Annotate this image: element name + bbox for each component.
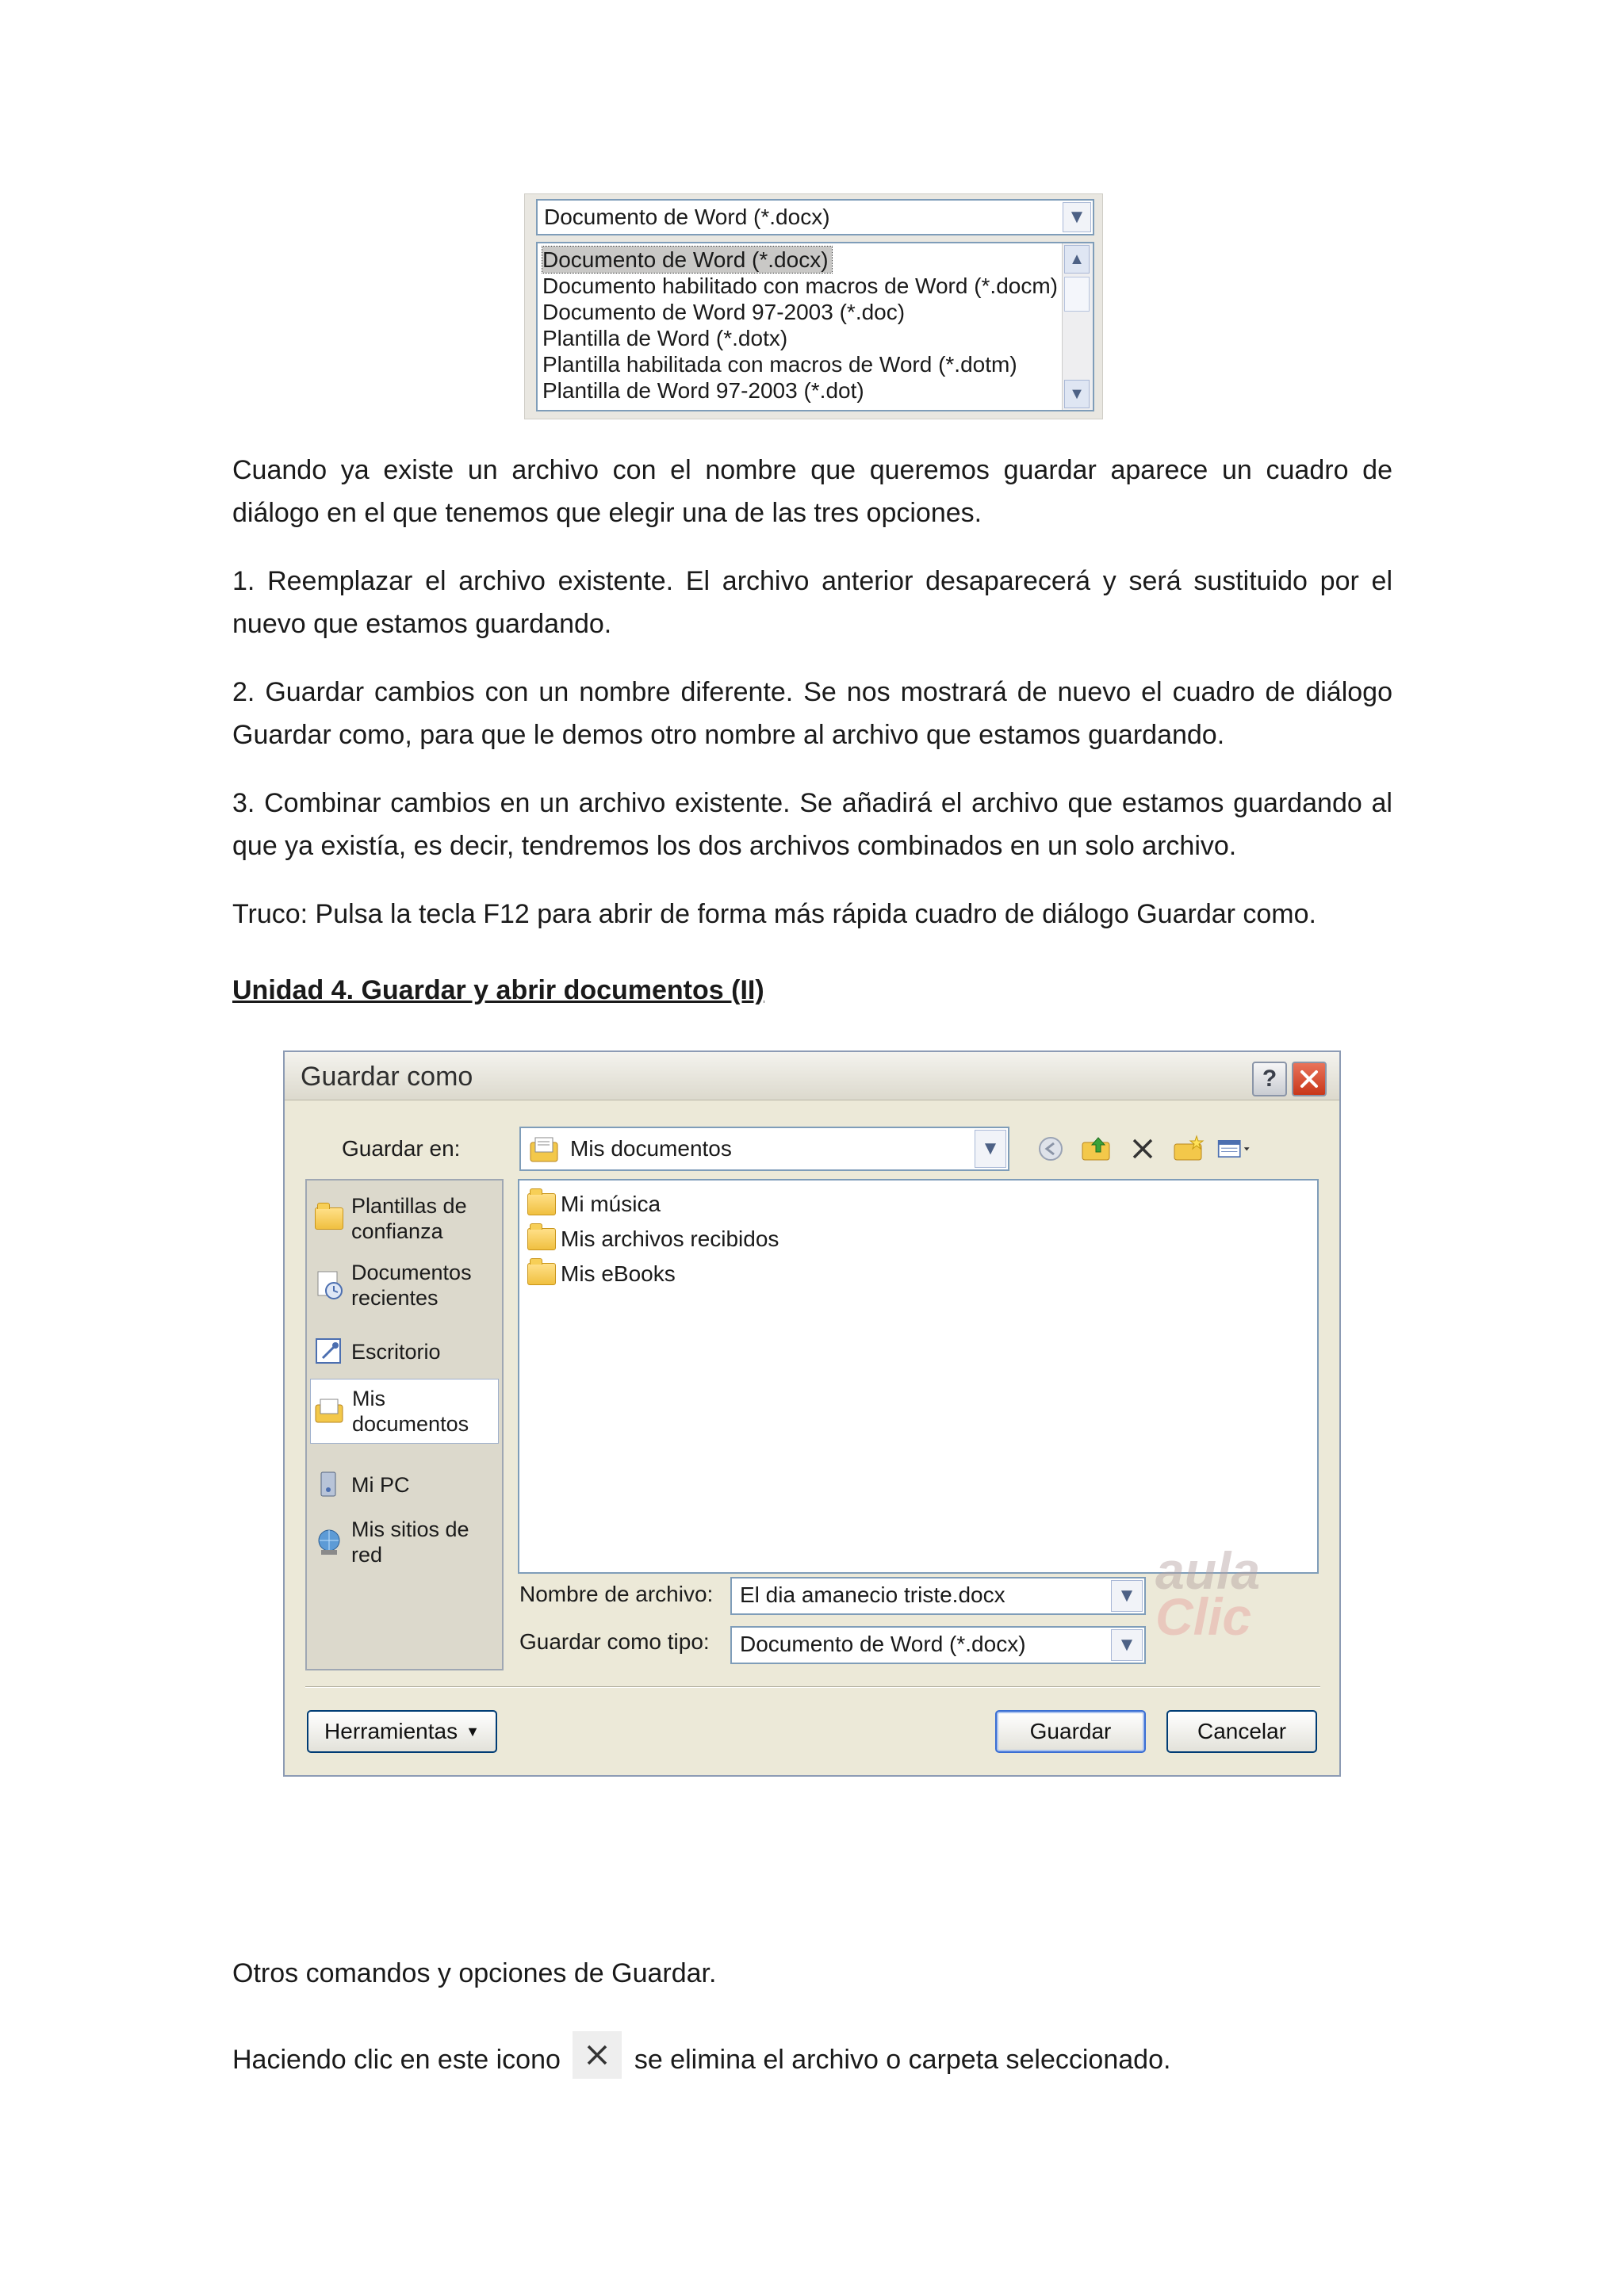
paragraph-tip: Truco: Pulsa la tecla F12 para abrir de forma más rápida cuadro de diálogo Guardar como.	[232, 899, 1316, 929]
up-folder-icon[interactable]	[1079, 1133, 1114, 1165]
vertical-scrollbar[interactable]	[1062, 243, 1093, 410]
delete-icon[interactable]	[1125, 1133, 1160, 1165]
scroll-down-icon[interactable]: ▼	[1064, 380, 1090, 408]
places-bar	[305, 1179, 504, 1670]
delete-icon	[573, 2031, 622, 2079]
places-item-recent-documents[interactable]: Documentos recientes	[310, 1255, 499, 1315]
places-item-my-pc[interactable]: Mi PC	[310, 1455, 499, 1515]
file-type-dropdown-figure	[524, 193, 1103, 419]
save-as-dialog	[283, 1050, 1341, 1777]
save-in-value: Mis documentos	[570, 1136, 732, 1161]
list-item[interactable]: Plantilla de Word 97-2003 (*.dot)	[542, 378, 864, 403]
chevron-down-icon[interactable]: ▼	[1111, 1629, 1143, 1661]
section-heading: Unidad 4. Guardar y abrir documentos (II)	[232, 975, 764, 1005]
places-item-trusted-templates[interactable]: Plantillas de confianza	[310, 1188, 499, 1249]
folder-icon	[313, 1203, 345, 1234]
list-item[interactable]: Plantilla habilitada con macros de Word (*.dotm)	[542, 352, 1017, 377]
save-in-select[interactable]	[519, 1127, 1009, 1171]
folder-icon	[527, 1263, 556, 1285]
desktop-icon	[313, 1336, 345, 1368]
cancel-button[interactable]: Cancelar	[1166, 1710, 1317, 1753]
scrollbar-thumb[interactable]	[1064, 277, 1090, 312]
dialog-titlebar	[285, 1052, 1339, 1100]
documents-icon	[529, 1136, 561, 1167]
dropdown-arrow-icon: ▼	[465, 1723, 480, 1739]
filename-label: Nombre de archivo:	[519, 1582, 714, 1606]
paragraph-intro: Cuando ya existe un archivo con el nombre que queremos guardar aparece un cuadro de diálogo en el que tenemos que elegir una de las tres opciones.	[232, 455, 1392, 528]
filetype-label: Guardar como tipo:	[519, 1629, 710, 1654]
paragraph-option-2: 2. Guardar cambios con un nombre diferente. Se nos mostrará de nuevo el cuadro de diálogo Guardar como, para que le demos otro nombre al archivo que estamos guardando.	[232, 677, 1392, 750]
close-button[interactable]	[1292, 1062, 1327, 1096]
tools-button[interactable]: Herramientas ▼	[307, 1710, 497, 1753]
computer-icon	[313, 1469, 345, 1501]
chevron-down-icon[interactable]: ▼	[1111, 1580, 1143, 1612]
save-button[interactable]: Guardar	[995, 1710, 1146, 1753]
views-icon[interactable]	[1217, 1133, 1252, 1165]
new-folder-icon[interactable]	[1171, 1133, 1206, 1165]
recent-documents-icon	[313, 1269, 345, 1301]
chevron-down-icon[interactable]: ▼	[975, 1130, 1006, 1168]
dialog-title: Guardar como	[301, 1062, 473, 1092]
file-type-list	[536, 242, 1094, 411]
filename-field[interactable]: El dia amanecio triste.docx ▼	[730, 1577, 1146, 1615]
places-item-desktop[interactable]: Escritorio	[310, 1322, 499, 1382]
file-type-combo[interactable]	[536, 199, 1094, 235]
list-item[interactable]: Mis archivos recibidos	[527, 1226, 779, 1252]
close-icon	[1299, 1069, 1320, 1089]
file-type-selected: Documento de Word (*.docx)	[544, 205, 830, 229]
places-item-network[interactable]: Mis sitios de red	[310, 1512, 499, 1572]
music-folder-icon	[527, 1193, 556, 1215]
chevron-down-icon[interactable]: ▼	[1063, 202, 1091, 232]
help-button[interactable]: ?	[1252, 1062, 1287, 1096]
list-item[interactable]: Documento de Word (*.docx)	[542, 247, 832, 273]
list-item[interactable]: Mis eBooks	[527, 1261, 676, 1287]
network-icon	[313, 1526, 345, 1558]
paragraph-other-commands: Otros comandos y opciones de Guardar.	[232, 1958, 717, 1988]
paragraph-delete-icon: Haciendo clic en este icono se elimina el archivo o carpeta seleccionado.	[232, 2038, 1392, 2085]
list-item[interactable]: Plantilla de Word (*.dotx)	[542, 326, 788, 350]
list-item[interactable]: Mi música	[527, 1192, 661, 1217]
paragraph-option-1: 1. Reemplazar el archivo existente. El archivo anterior desaparecerá y será sustituido por el nuevo que estamos guardando.	[232, 566, 1392, 639]
places-item-my-documents[interactable]: Mis documentos	[310, 1379, 499, 1444]
filetype-select[interactable]: Documento de Word (*.docx) ▼	[730, 1626, 1146, 1664]
dialog-toolbar	[1033, 1131, 1252, 1166]
list-item[interactable]: Documento habilitado con macros de Word (*.docm)	[542, 274, 1059, 298]
paragraph-option-3: 3. Combinar cambios en un archivo existente. Se añadirá el archivo que estamos guardando al que ya existía, es decir, tendremos los dos archivos combinados en un solo archivo.	[232, 788, 1392, 861]
back-icon[interactable]	[1033, 1133, 1068, 1165]
list-item[interactable]: Documento de Word 97-2003 (*.doc)	[542, 300, 906, 324]
file-list	[518, 1179, 1319, 1574]
save-in-label: Guardar en:	[342, 1136, 461, 1161]
documents-icon	[314, 1395, 346, 1427]
scroll-up-icon[interactable]: ▲	[1064, 245, 1090, 274]
watermark-logo: aula Clic	[1155, 1541, 1261, 1646]
folder-icon	[527, 1228, 556, 1250]
dialog-divider	[305, 1686, 1320, 1688]
